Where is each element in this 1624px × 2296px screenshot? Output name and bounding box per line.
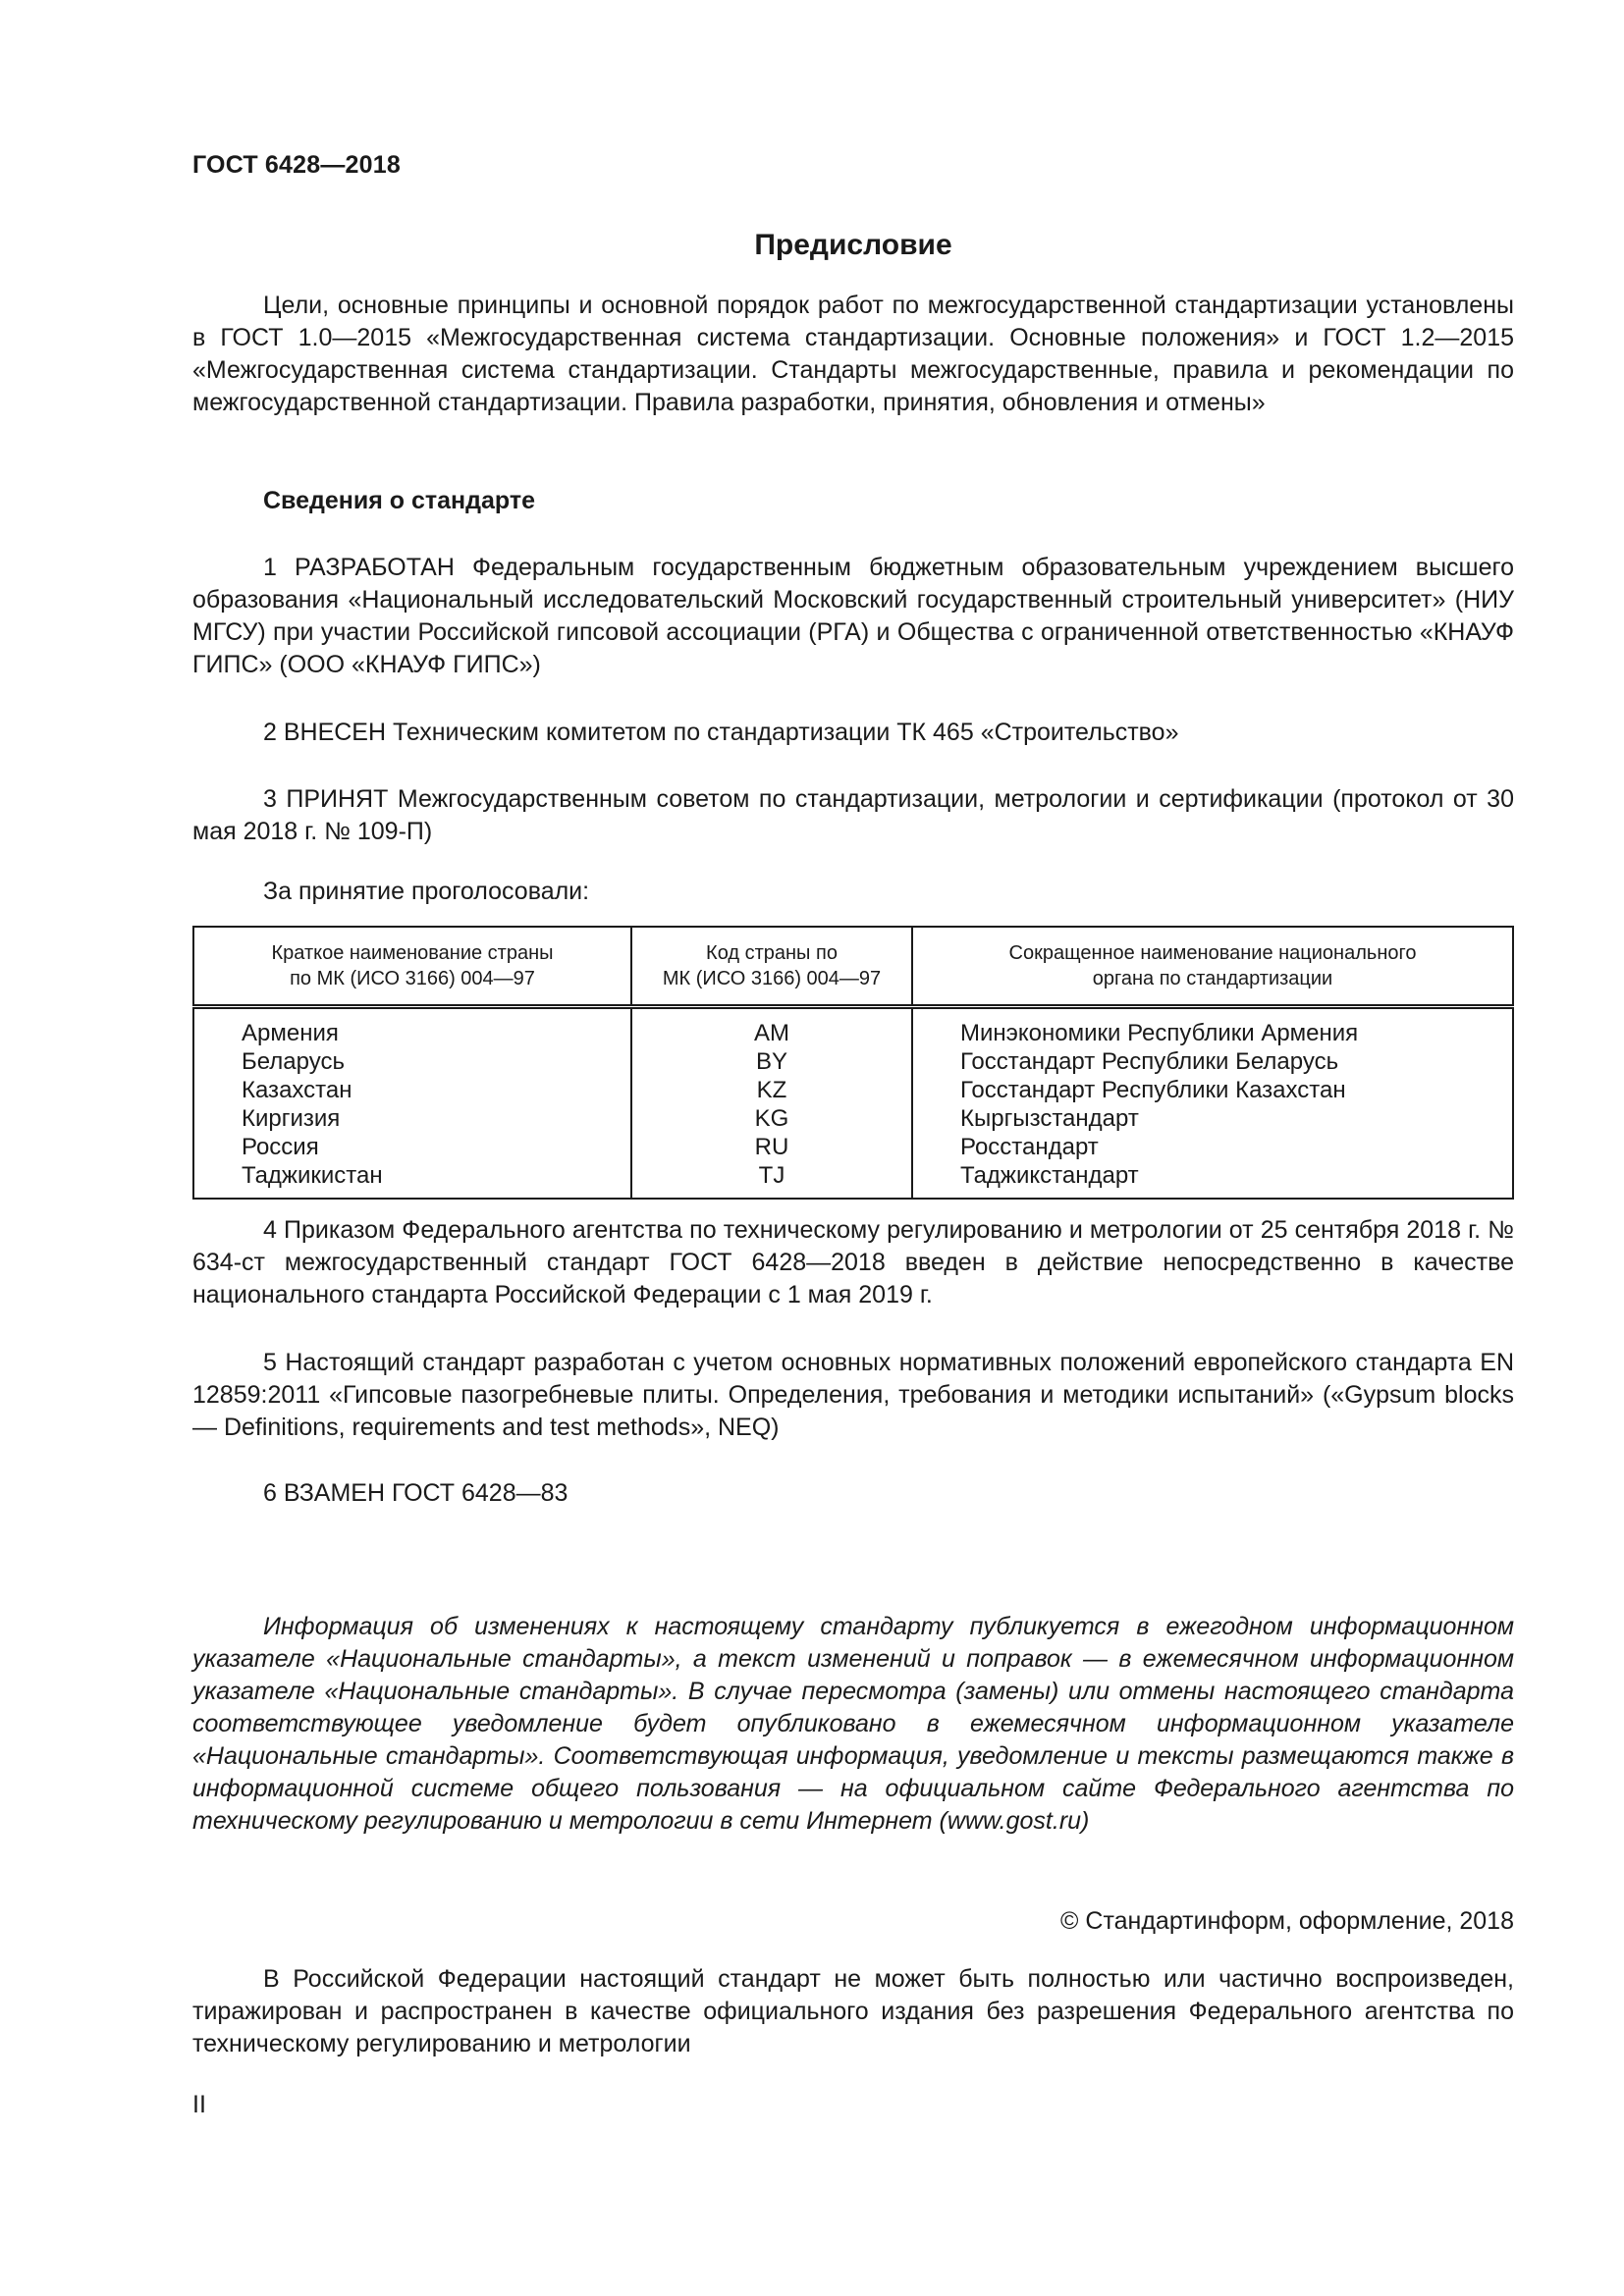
country-name: Казахстан <box>242 1077 352 1103</box>
vote-table <box>192 926 1514 1200</box>
standards-body: Госстандарт Республики Беларусь <box>960 1048 1339 1075</box>
code-column <box>631 1007 912 1200</box>
voted-text: За принятие проголосовали: <box>263 878 590 905</box>
item-5-paragraph <box>192 1347 1514 1444</box>
table-header-row <box>193 927 1513 1007</box>
document-page <box>192 0 1514 2296</box>
intro-text: Цели, основные принципы и основной порядок работ по межгосударственной стандартизации установлены в ГОСТ 1.0—2015 «Межгосударственная система стандартизации. Основные положения» и ГОСТ 1.2—2015 «Межгосударственная система стандартизации. Стандарты межгосударственные, правила и рекомендации по межгосударственной стандартизации. Правила разработки, принятия, обновления и отмены» <box>192 292 1514 416</box>
page-title: Предисловие <box>754 229 952 261</box>
document-code: ГОСТ 6428—2018 <box>192 151 401 179</box>
header-body <box>912 927 1513 1007</box>
item-3-paragraph <box>192 783 1514 848</box>
standards-body: Госстандарт Республики Казахстан <box>960 1077 1346 1103</box>
item-6-text: 6 ВЗАМЕН ГОСТ 6428—83 <box>263 1479 568 1507</box>
section-heading: Сведения о стандарте <box>263 487 536 514</box>
country-column <box>193 1007 631 1200</box>
country-code: KG <box>754 1105 789 1132</box>
header-country <box>193 927 631 1007</box>
item-1-text: 1 РАЗРАБОТАН Федеральным государственным бюджетным образовательным учреждением высшего образования «Национальный исследовательский Московский государственный строительный университет» (НИУ МГСУ) при участии Российской гипсовой ассоциации (РГА) и Общества с ограниченной ответственностью «КНАУФ ГИПС» (ООО «КНАУФ ГИПС») <box>192 554 1514 678</box>
country-code: BY <box>755 1048 787 1075</box>
country-code: TJ <box>758 1162 785 1189</box>
header-country-line: Краткое наименование страны <box>271 942 554 964</box>
item-5-text: 5 Настоящий стандарт разработан с учетом основных нормативных положений европейского стандарта EN 12859:2011 «Гипсовые пазогребневые плиты. Определения, требования и методики испытаний» («Gypsum blocks — Definitions, requirements and test methods», NEQ) <box>192 1349 1514 1441</box>
country-name: Киргизия <box>242 1105 341 1132</box>
country-name: Беларусь <box>242 1048 345 1075</box>
country-name: Армения <box>242 1020 339 1046</box>
country-name: Таджикистан <box>242 1162 383 1189</box>
standards-body: Росстандарт <box>960 1134 1099 1160</box>
standards-body: Минэкономики Республики Армения <box>960 1020 1359 1046</box>
item-4-paragraph <box>192 1214 1514 1311</box>
body-column <box>912 1007 1513 1200</box>
header-body-line: органа по стандартизации <box>1092 968 1333 989</box>
info-notice-paragraph <box>192 1611 1514 1838</box>
table-row <box>193 1007 1513 1200</box>
page-number: II <box>192 2091 206 2118</box>
item-2-text: 2 ВНЕСЕН Техническим комитетом по стандартизации ТК 465 «Строительство» <box>263 719 1179 746</box>
rights-notice-text: В Российской Федерации настоящий стандарт не может быть полностью или частично воспроизведен, тиражирован и распространен в качестве официального издания без разрешения Федерального агентства по техническому регулированию и метрологии <box>192 1965 1514 2057</box>
header-code-line: Код страны по <box>706 942 838 964</box>
header-body-line: Сокращенное наименование национального <box>1008 942 1417 964</box>
country-name: Россия <box>242 1134 319 1160</box>
country-code: AM <box>754 1020 789 1046</box>
info-notice-text: Информация об изменениях к настоящему стандарту публикуется в ежегодном информационном указателе «Национальные стандарты», а текст изменений и поправок — в ежемесячном информационном указателе «Национальные стандарты». В случае пересмотра (замены) или отмены настоящего стандарта соответствующее уведомление будет опубликовано в ежемесячном информационном указателе «Национальные стандарты». Соответствующая информация, уведомление и тексты размещаются также в информационной системе общего пользования — на официальном сайте Федерального агентства по техническому регулированию и метрологии в сети Интернет (www.gost.ru) <box>192 1613 1514 1835</box>
copyright-line: © Стандартинформ, оформление, 2018 <box>1060 1907 1514 1935</box>
header-code-line: МК (ИСО 3166) 004—97 <box>662 968 882 989</box>
voted-paragraph <box>192 876 1514 908</box>
item-6-paragraph <box>192 1477 1514 1510</box>
standards-body: Таджикстандарт <box>960 1162 1139 1189</box>
header-country-line: по МК (ИСО 3166) 004—97 <box>290 968 535 989</box>
country-code: RU <box>754 1134 789 1160</box>
rights-notice-paragraph <box>192 1963 1514 2060</box>
header-code <box>631 927 912 1007</box>
intro-paragraph <box>192 290 1514 419</box>
standards-body: Кыргызстандарт <box>960 1105 1139 1132</box>
country-code: KZ <box>756 1077 787 1103</box>
item-2-paragraph <box>192 717 1514 749</box>
item-4-text: 4 Приказом Федерального агентства по техническому регулированию и метрологии от 25 сентября 2018 г. № 634-ст межгосударственный стандарт ГОСТ 6428—2018 введен в действие непосредственно в качестве национального стандарта Российской Федерации с 1 мая 2019 г. <box>192 1216 1514 1308</box>
item-1-paragraph <box>192 552 1514 681</box>
item-3-text: 3 ПРИНЯТ Межгосударственным советом по стандартизации, метрологии и сертификации (протокол от 30 мая 2018 г. № 109-П) <box>192 785 1514 845</box>
